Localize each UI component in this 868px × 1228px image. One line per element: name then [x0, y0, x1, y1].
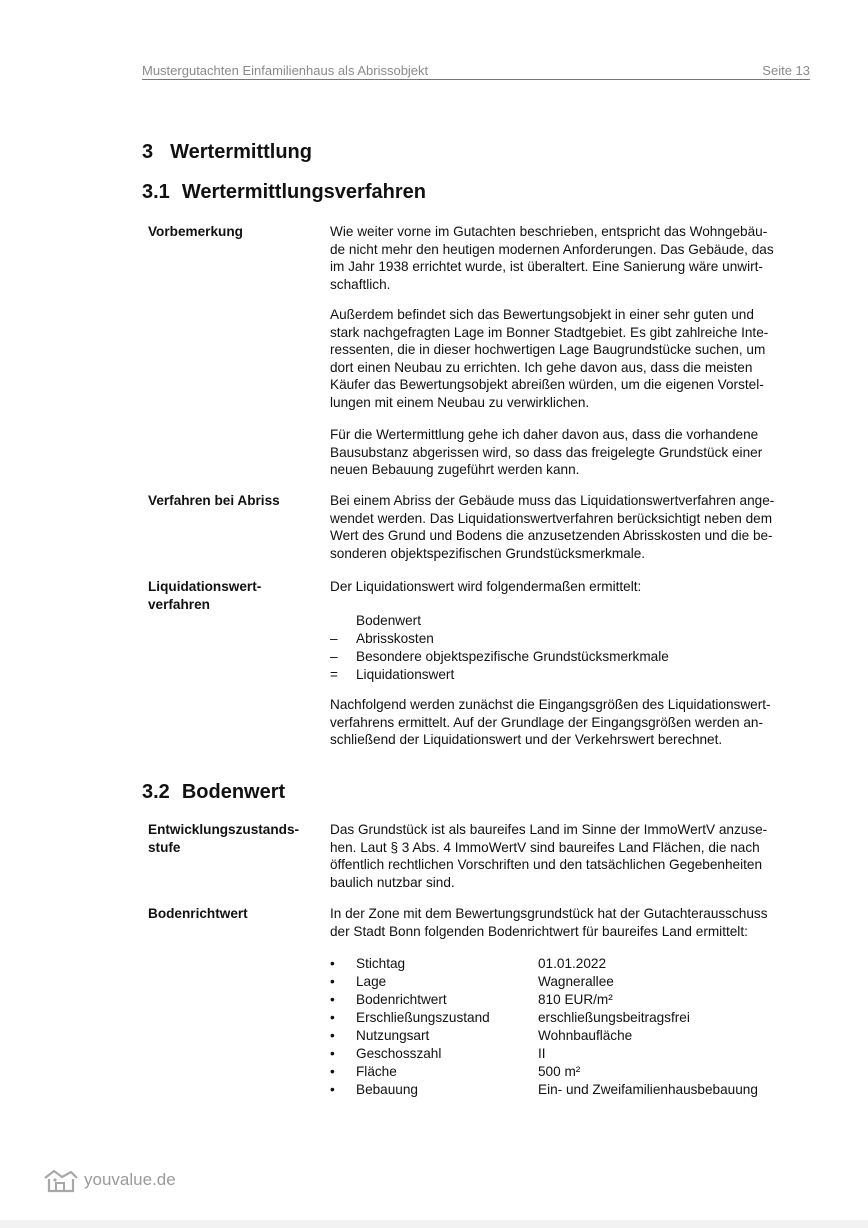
item-value: II — [538, 1046, 546, 1061]
label-line: Liquidationswert- — [148, 579, 262, 594]
text-line: der Stadt Bonn folgenden Bodenrichtwert für baureifes Land ermittelt: — [330, 923, 748, 939]
text-line: Bausubstanz abgerissen wird, so dass das freigelegte Grundstück einer — [330, 444, 763, 460]
item-value: Wohnbaufläche — [538, 1028, 633, 1043]
section-number: 3 — [142, 141, 154, 163]
label-verfahren-bei-abriss: Verfahren bei Abriss — [148, 493, 280, 508]
text-line: Außerdem befindet sich das Bewertungsobjekt in einer sehr guten und — [330, 307, 754, 322]
text-line: lungen mit einem Neubau zu verwirklichen. — [330, 394, 590, 410]
item-key: Stichtag — [356, 956, 406, 971]
item-key: Bebauung — [356, 1082, 418, 1097]
formula-row — [330, 612, 814, 630]
text-line: hen. Laut § 3 Abs. 4 ImmoWertV sind baureifes Land Flächen, die nach — [330, 839, 760, 855]
text-line: verfahrens ermittelt. Auf der Grundlage der Eingangsgrößen werden an- — [330, 714, 763, 730]
abriss-paragraph — [330, 492, 814, 562]
text-line: sonderen objektspezifischen Grundstücksmerkmale. — [330, 545, 646, 561]
list-item — [330, 991, 814, 1009]
list-item — [330, 1027, 814, 1045]
formula-term: Bodenwert — [356, 613, 421, 628]
bullet-icon: • — [330, 1046, 335, 1061]
list-item — [330, 1081, 814, 1099]
section-number: 3.1 — [142, 181, 170, 203]
text-line: Nachfolgend werden zunächst die Eingangsgrößen des Liquidationswert- — [330, 697, 771, 712]
bullet-icon: • — [330, 1028, 335, 1043]
page-number: Seite 13 — [762, 63, 810, 78]
label-liquidationswertverfahren — [148, 578, 318, 613]
formula-operator: – — [330, 631, 338, 646]
bullet-icon: • — [330, 956, 335, 971]
page-bottom-edge — [0, 1220, 868, 1228]
text-line: stark nachgefragten Lage im Bonner Stadtgebiet. Es gibt zahlreiche Inte- — [330, 324, 769, 340]
formula-row — [330, 666, 814, 684]
formula-term: Abrisskosten — [356, 631, 434, 646]
text-line: im Jahr 1938 errichtet wurde, ist überaltert. Eine Sanierung wäre unwirt- — [330, 259, 763, 274]
bullet-icon: • — [330, 1064, 335, 1079]
formula-operator: – — [330, 649, 338, 664]
text-line: In der Zone mit dem Bewertungsgrundstück hat der Gutachterausschuss — [330, 906, 768, 921]
liquidation-outro — [330, 696, 814, 749]
list-item — [330, 955, 814, 973]
text-line: neuen Bebauung zugeführt werden kann. — [330, 462, 580, 477]
vorbemerkung-paragraph-1 — [330, 223, 814, 293]
section-number: 3.2 — [142, 781, 170, 803]
text-line: Käufer das Bewertungsobjekt abreißen würden, um die eigenen Vorstel- — [330, 377, 764, 392]
section-3-1-heading — [142, 181, 426, 204]
document-title: Mustergutachten Einfamilienhaus als Abrissobjekt — [142, 63, 429, 78]
formula-row — [330, 648, 814, 666]
label-vorbemerkung: Vorbemerkung — [148, 224, 243, 239]
logo-text: youvalue.de — [84, 1170, 176, 1189]
section-title: Wertermittlung — [170, 141, 312, 163]
text-line: ressenten, die in dieser hochwertigen Lage Baugrundstücke suchen, um — [330, 342, 766, 357]
label-entwicklungszustandsstufe — [148, 821, 318, 856]
item-value: 500 m² — [538, 1064, 581, 1079]
list-item — [330, 1063, 814, 1081]
item-value: Wagnerallee — [538, 974, 614, 989]
text-line: dort einen Neubau zu errichten. Ich gehe davon aus, dass die meisten — [330, 359, 753, 375]
item-key: Lage — [356, 974, 387, 989]
formula-row — [330, 630, 814, 648]
text-line: baulich nutzbar sind. — [330, 874, 455, 890]
list-item — [330, 973, 814, 991]
formula-term: Besondere objektspezifische Grundstücksmerkmale — [356, 649, 669, 664]
liquidation-formula — [330, 612, 814, 684]
section-title: Bodenwert — [181, 781, 286, 803]
entwicklung-paragraph — [330, 821, 814, 891]
text-line: öffentlich rechtlichen Vorschriften und den tatsächlichen Gegebenheiten — [330, 857, 763, 872]
bodenrichtwert-intro — [330, 905, 814, 940]
vorbemerkung-paragraph-2 — [330, 306, 814, 411]
liquidation-intro: Der Liquidationswert wird folgendermaßen ermittelt: — [330, 579, 642, 594]
section-title: Wertermittlungsverfahren — [181, 181, 426, 203]
label-bodenrichtwert: Bodenrichtwert — [148, 906, 248, 921]
item-key: Bodenrichtwert — [356, 992, 447, 1007]
page-header — [142, 63, 810, 80]
vorbemerkung-paragraph-3 — [330, 426, 814, 479]
item-value: erschließungsbeitragsfrei — [538, 1010, 690, 1025]
item-key: Nutzungsart — [356, 1028, 430, 1043]
bodenrichtwert-list — [330, 955, 814, 1099]
item-key: Geschosszahl — [356, 1046, 442, 1061]
item-value: 810 EUR/m² — [538, 992, 613, 1007]
list-item — [330, 1045, 814, 1063]
item-value: Ein- und Zweifamilienhausbebauung — [538, 1082, 758, 1097]
text-line: schaftlich. — [330, 276, 391, 292]
bullet-icon: • — [330, 1010, 335, 1025]
item-value: 01.01.2022 — [538, 956, 607, 971]
text-line: de nicht mehr den heutigen modernen Anforderungen. Das Gebäude, das — [330, 241, 774, 257]
house-logo-icon — [42, 1166, 80, 1198]
text-line: Bei einem Abriss der Gebäude muss das Liquidationswertverfahren ange- — [330, 493, 775, 508]
text-line: Für die Wertermittlung gehe ich daher davon aus, dass die vorhandene — [330, 427, 759, 442]
text-line: schließend der Liquidationswert und der Verkehrswert berechnet. — [330, 732, 723, 747]
bullet-icon: • — [330, 974, 335, 989]
formula-term: Liquidationswert — [356, 667, 455, 682]
bullet-icon: • — [330, 1082, 335, 1097]
label-line: verfahren — [148, 596, 210, 612]
section-3-2-heading — [142, 781, 285, 804]
formula-operator: = — [330, 667, 338, 682]
item-key: Fläche — [356, 1064, 397, 1079]
section-3-heading — [142, 141, 312, 164]
label-line: stufe — [148, 839, 181, 855]
list-item — [330, 1009, 814, 1027]
label-line: Entwicklungszustands- — [148, 822, 300, 837]
bullet-icon: • — [330, 992, 335, 1007]
text-line: Wert des Grund und Bodens die anzusetzenden Abrisskosten und die be- — [330, 528, 773, 543]
text-line: Das Grundstück ist als baureifes Land im Sinne der ImmoWertV anzuse- — [330, 822, 768, 837]
text-line: wendet werden. Das Liquidationswertverfahren berücksichtigt neben dem — [330, 510, 773, 526]
item-key: Erschließungszustand — [356, 1010, 490, 1025]
text-line: Wie weiter vorne im Gutachten beschrieben, entspricht das Wohngebäu- — [330, 224, 768, 239]
